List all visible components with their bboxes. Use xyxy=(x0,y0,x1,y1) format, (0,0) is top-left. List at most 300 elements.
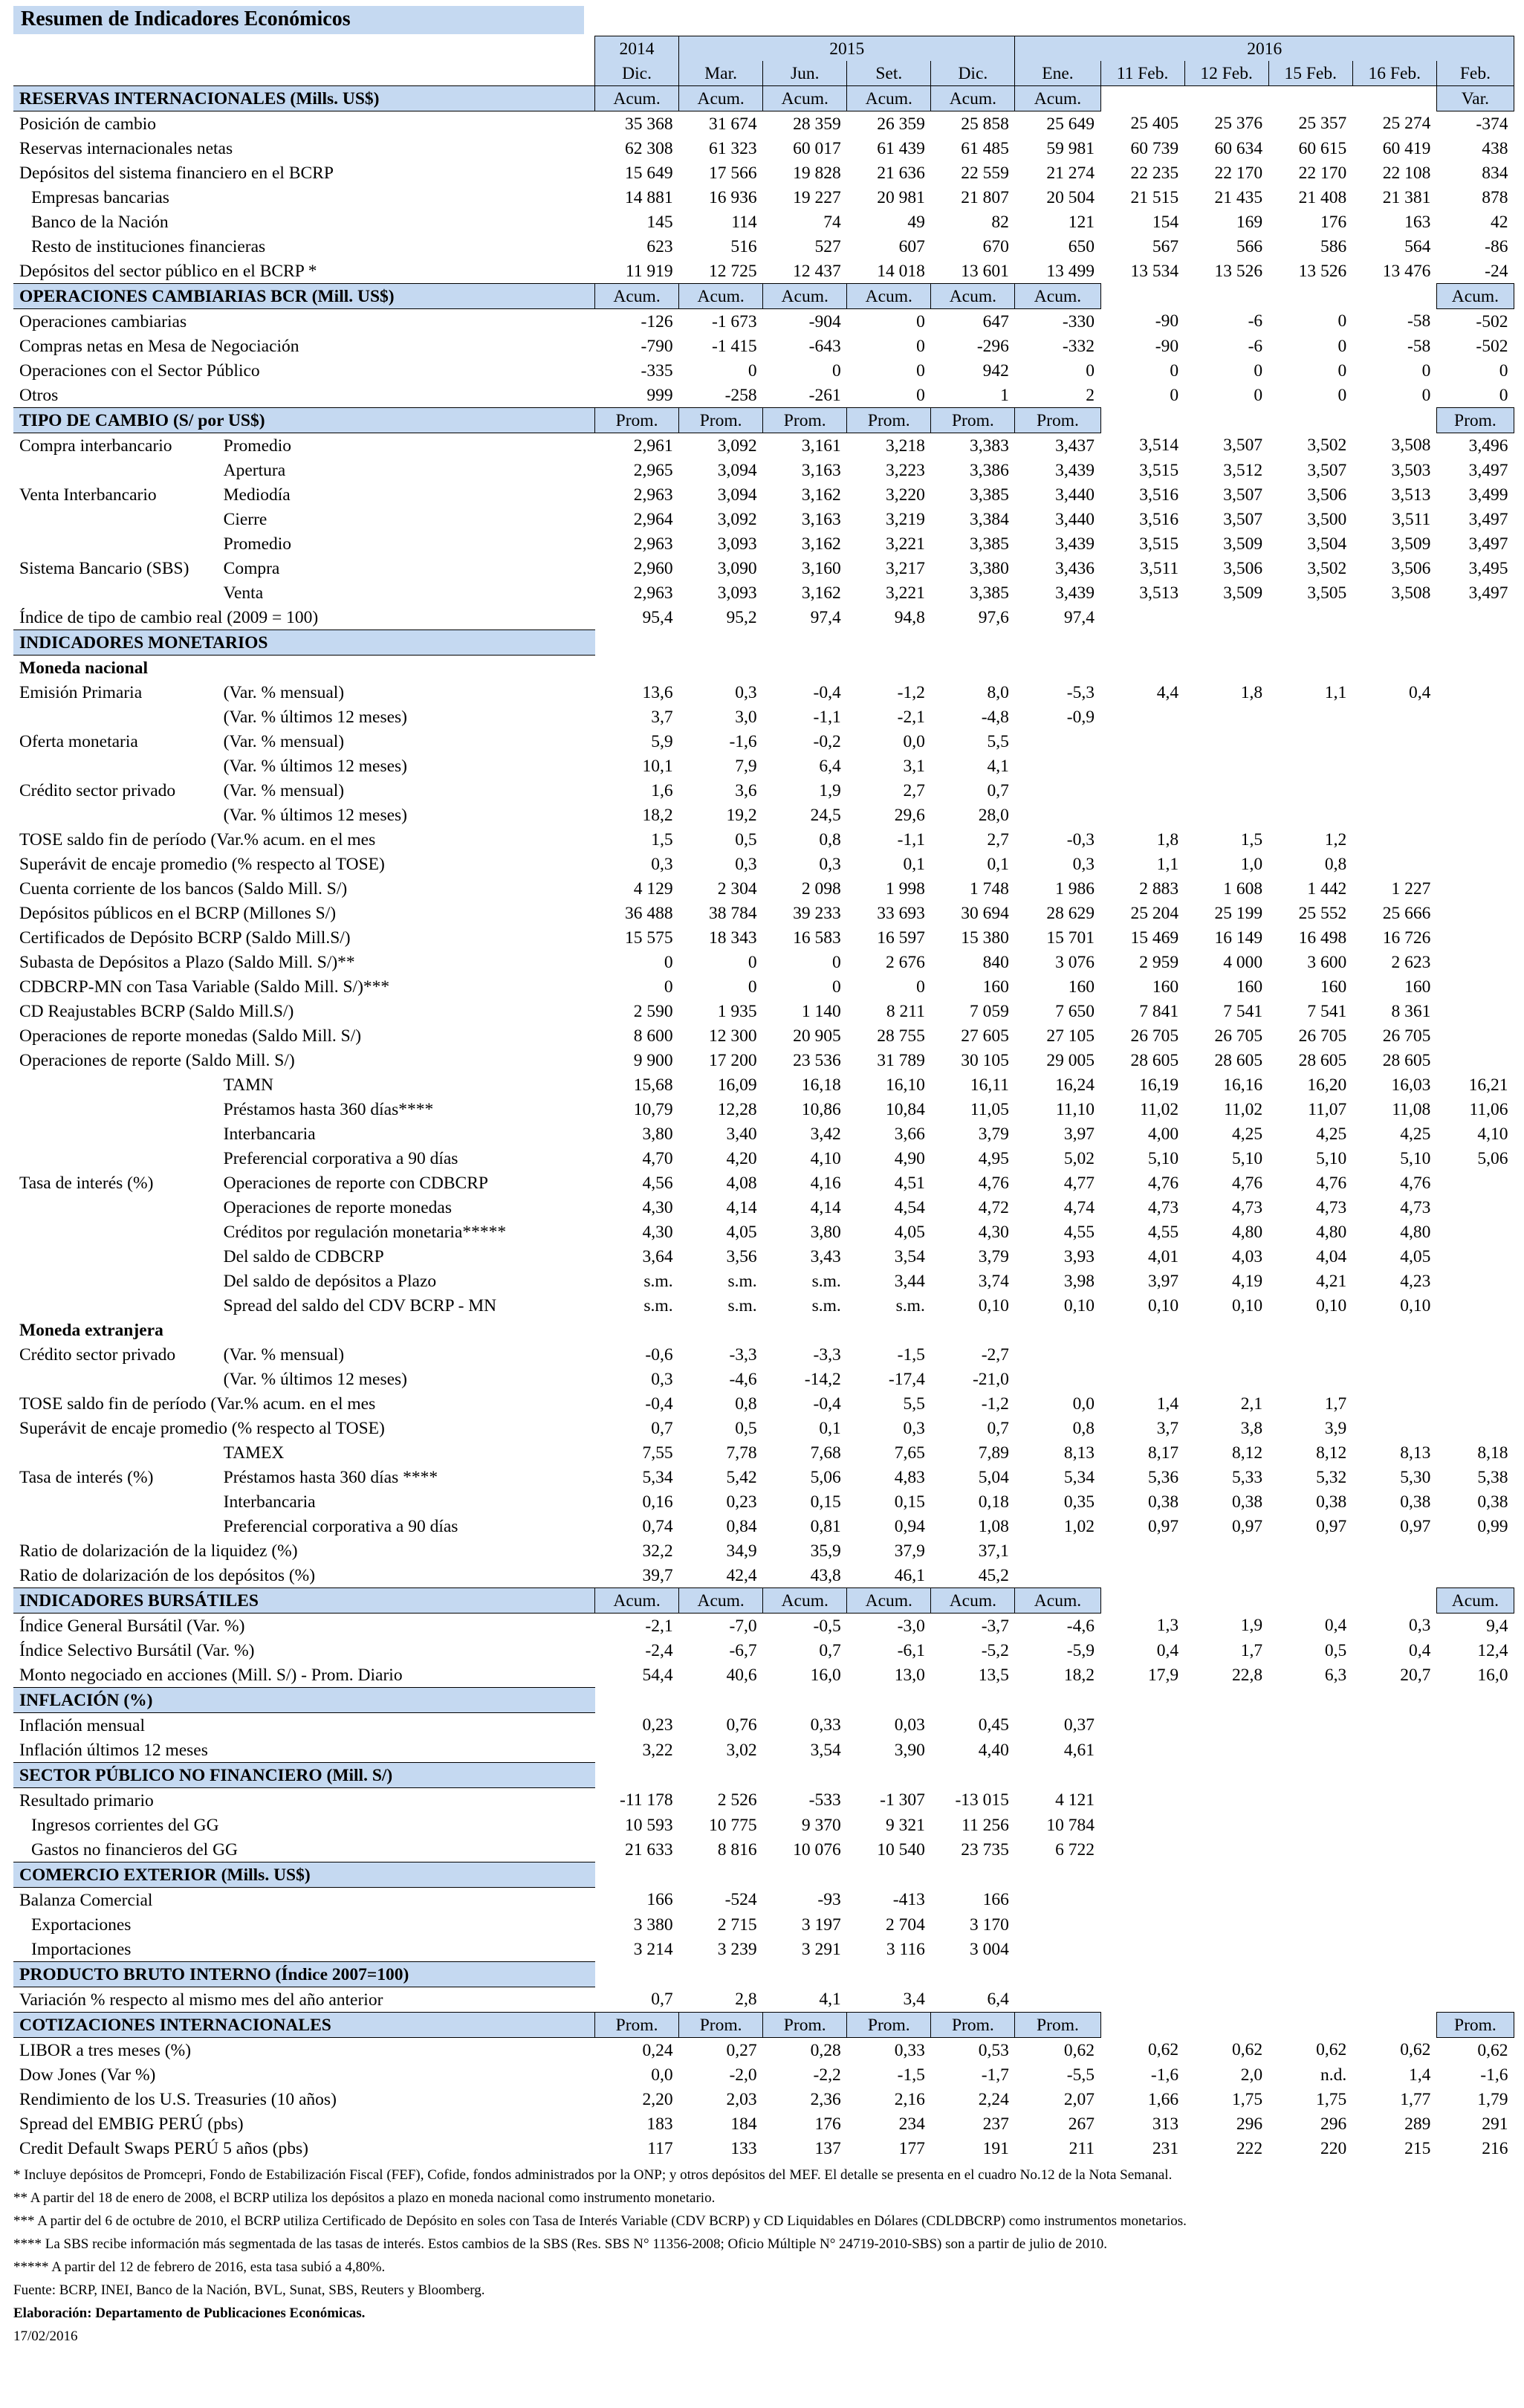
value-cell: 13 601 xyxy=(961,261,1009,281)
value-cell: -6 xyxy=(1248,336,1263,356)
publication-date: 17/02/2016 xyxy=(13,2328,78,2344)
table-row xyxy=(13,1713,1514,1738)
value-cell: 16,19 xyxy=(1139,1075,1179,1095)
month-header: 15 Feb. xyxy=(1268,61,1352,86)
value-cell: 22 170 xyxy=(1298,163,1347,183)
row-sub-label: (Var. % últimos 12 meses) xyxy=(223,1369,408,1389)
row-label: Posición de cambio xyxy=(19,114,157,134)
value-cell: 3 239 xyxy=(717,1939,757,1959)
value-cell: 7 541 xyxy=(1223,1001,1263,1021)
value-cell: 3,502 xyxy=(1307,436,1347,456)
value-cell: 4,23 xyxy=(1400,1271,1431,1291)
value-cell: 60 634 xyxy=(1214,138,1263,158)
value-cell: 29 005 xyxy=(1046,1050,1095,1070)
value-cell: 23 536 xyxy=(793,1050,841,1070)
value-cell: -1,1 xyxy=(897,829,925,849)
value-cell: 0 xyxy=(748,977,757,997)
value-cell: 38 784 xyxy=(709,903,757,923)
value-cell: 16 597 xyxy=(877,928,925,948)
value-cell: 0,03 xyxy=(894,1715,925,1735)
value-cell: 21 633 xyxy=(624,1839,673,1860)
value-cell: 0,0 xyxy=(651,2065,673,2085)
value-cell: 4,05 xyxy=(726,1222,757,1242)
value-cell: 10 775 xyxy=(709,1815,757,1835)
table-row xyxy=(13,754,1514,778)
value-cell: 3,507 xyxy=(1307,460,1347,480)
section-column-label xyxy=(1268,284,1352,309)
section-header-row xyxy=(13,630,1514,656)
value-cell: 0,38 xyxy=(1400,1492,1431,1512)
value-cell: -258 xyxy=(724,385,757,405)
section-column-label xyxy=(679,1862,763,1888)
value-cell: -17,4 xyxy=(888,1369,925,1389)
value-cell: 942 xyxy=(982,360,1009,381)
value-cell: 6,4 xyxy=(987,1990,1009,2010)
value-cell: 21 515 xyxy=(1130,187,1179,207)
row-label: Índice de tipo de cambio real (2009 = 100) xyxy=(19,607,319,627)
section-column-label xyxy=(763,1688,847,1713)
value-cell: 8,13 xyxy=(1400,1443,1431,1463)
section-header-row xyxy=(13,86,1514,111)
value-cell: 1 748 xyxy=(970,878,1009,899)
value-cell: 1,9 xyxy=(819,780,841,800)
value-cell: 0 xyxy=(1337,385,1347,405)
section-column-label: Prom. xyxy=(1436,2013,1514,2038)
value-cell xyxy=(1184,1342,1268,1367)
value-cell: 12 725 xyxy=(709,261,757,281)
value-cell: 0,94 xyxy=(894,1516,925,1536)
value-cell: 8 600 xyxy=(633,1026,673,1046)
value-cell: 4,25 xyxy=(1232,1124,1263,1144)
value-cell: -790 xyxy=(641,336,673,356)
value-cell: 0,45 xyxy=(978,1715,1009,1735)
value-cell: 313 xyxy=(1152,2114,1179,2134)
row-group-label xyxy=(13,1072,218,1097)
value-cell: 10 784 xyxy=(1046,1815,1095,1835)
value-cell xyxy=(1100,754,1184,778)
value-cell: 160 xyxy=(982,977,1009,997)
value-cell: -0,4 xyxy=(813,1394,841,1414)
value-cell: 4,30 xyxy=(978,1222,1009,1242)
value-cell: 2 xyxy=(1086,385,1095,405)
value-cell: 878 xyxy=(1482,187,1508,207)
value-cell: 97,4 xyxy=(810,607,841,627)
section-header-row xyxy=(13,1962,1514,1987)
value-cell: 160 xyxy=(1068,977,1095,997)
value-cell: 26 359 xyxy=(877,114,925,134)
value-cell xyxy=(1015,1987,1100,2013)
value-cell: 18,2 xyxy=(1063,1665,1095,1685)
value-cell: 1,2 xyxy=(1324,829,1347,849)
value-cell: 6,3 xyxy=(1324,1665,1347,1685)
value-cell: 137 xyxy=(814,2138,841,2158)
section-column-label: Prom. xyxy=(847,2013,931,2038)
value-cell: 13,5 xyxy=(978,1665,1009,1685)
value-cell: 0,7 xyxy=(651,1418,673,1438)
section-column-label: Acum. xyxy=(847,86,931,111)
value-cell: -330 xyxy=(1062,311,1095,331)
table-row xyxy=(13,1788,1514,1813)
section-column-label xyxy=(595,1962,679,1987)
value-cell xyxy=(1100,1837,1184,1862)
value-cell xyxy=(1268,1888,1352,1913)
value-cell: 5,36 xyxy=(1147,1467,1179,1487)
value-cell: 0 xyxy=(1254,360,1263,381)
value-cell: 237 xyxy=(982,2114,1009,2134)
value-cell: 4,16 xyxy=(810,1173,841,1193)
value-cell: 5,42 xyxy=(726,1467,757,1487)
section-column-label xyxy=(1100,86,1184,111)
section-column-label xyxy=(1352,284,1436,309)
row-label: Superávit de encaje promedio (% respecto al TOSE) xyxy=(19,1418,385,1438)
value-cell: 4,51 xyxy=(894,1173,925,1193)
value-cell: -4,8 xyxy=(981,707,1009,727)
value-cell: 3,220 xyxy=(885,485,925,505)
value-cell: 3,221 xyxy=(885,583,925,603)
section-column-label xyxy=(1268,1862,1352,1888)
table-row xyxy=(13,803,1514,827)
value-cell: 670 xyxy=(982,236,1009,256)
value-cell xyxy=(1436,852,1514,876)
month-header: 11 Feb. xyxy=(1100,61,1184,86)
value-cell: 0,3 xyxy=(1408,1616,1431,1636)
value-cell: 24,5 xyxy=(810,805,841,825)
table-row xyxy=(13,334,1514,358)
value-cell: 8 211 xyxy=(886,1001,925,1021)
value-cell xyxy=(1436,1912,1514,1937)
value-cell: 3,163 xyxy=(801,460,841,480)
table-row xyxy=(13,1416,1514,1440)
value-cell xyxy=(1100,1713,1184,1738)
table-row xyxy=(13,1614,1514,1639)
section-column-label xyxy=(1015,630,1100,656)
value-cell: 1,8 xyxy=(1240,682,1263,702)
value-cell: -0,6 xyxy=(645,1344,673,1365)
section-column-label xyxy=(1352,408,1436,433)
value-cell: 4,73 xyxy=(1316,1197,1347,1217)
value-cell: 3,506 xyxy=(1223,558,1263,578)
section-column-label: Prom. xyxy=(763,408,847,433)
row-label: TOSE saldo fin de período (Var.% acum. en el mes xyxy=(19,829,376,849)
value-cell: 3,80 xyxy=(810,1222,841,1242)
value-cell xyxy=(1436,1293,1514,1318)
row-sub-label: Operaciones de reporte con CDBCRP xyxy=(223,1173,488,1193)
table-row xyxy=(13,680,1514,705)
table-row xyxy=(13,974,1514,999)
section-column-label xyxy=(1100,1862,1184,1888)
table-row xyxy=(13,1937,1514,1962)
value-cell: s.m. xyxy=(811,1295,841,1315)
value-cell xyxy=(1100,1788,1184,1813)
value-cell: 4,76 xyxy=(1232,1173,1263,1193)
month-header: Feb. xyxy=(1436,61,1514,86)
value-cell: 2,960 xyxy=(633,558,673,578)
row-group-label: Oferta monetaria xyxy=(19,731,138,751)
value-cell: 0,23 xyxy=(642,1715,673,1735)
row-sub-label: (Var. % últimos 12 meses) xyxy=(223,756,408,776)
value-cell: -904 xyxy=(808,311,841,331)
value-cell: 33 693 xyxy=(877,903,925,923)
value-cell: 0,4 xyxy=(1156,1640,1179,1660)
value-cell: 16,20 xyxy=(1307,1075,1347,1095)
section-column-label xyxy=(1184,1763,1268,1788)
value-cell: 0,1 xyxy=(903,854,925,874)
value-cell: 4,1 xyxy=(819,1990,841,2010)
value-cell: 7,65 xyxy=(894,1443,925,1463)
row-sub-label: Cierre xyxy=(223,509,267,529)
value-cell: -0,3 xyxy=(1066,829,1095,849)
value-cell xyxy=(1268,1937,1352,1962)
value-cell: 26 705 xyxy=(1130,1026,1179,1046)
value-cell xyxy=(1100,1912,1184,1937)
row-label: Ingresos corrientes del GG xyxy=(31,1815,219,1835)
value-cell: 8,13 xyxy=(1063,1443,1095,1463)
value-cell: 4,40 xyxy=(978,1740,1009,1760)
value-cell: -126 xyxy=(641,311,673,331)
value-cell: 2,07 xyxy=(1063,2089,1095,2109)
value-cell: 16,10 xyxy=(885,1075,925,1095)
value-cell: 25 376 xyxy=(1214,114,1263,134)
section-column-label xyxy=(847,630,931,656)
row-label: Operaciones de reporte monedas (Saldo Mill. S/) xyxy=(19,1026,362,1046)
value-cell: 1,1 xyxy=(1324,682,1347,702)
value-cell: 29,6 xyxy=(894,805,925,825)
value-cell xyxy=(1184,605,1268,630)
row-label: Otros xyxy=(19,385,59,405)
section-column-label: Acum. xyxy=(847,1588,931,1614)
value-cell: 3,090 xyxy=(717,558,757,578)
section-column-label xyxy=(1268,1763,1352,1788)
value-cell xyxy=(1436,1342,1514,1367)
row-sub-label: Compra xyxy=(223,558,280,578)
value-cell: 0,38 xyxy=(1147,1492,1179,1512)
value-cell: 37,9 xyxy=(894,1541,925,1561)
value-cell: 840 xyxy=(982,952,1009,972)
value-cell: 3,80 xyxy=(642,1124,673,1144)
value-cell: 60 017 xyxy=(793,138,841,158)
section-column-label: Prom. xyxy=(1015,408,1100,433)
row-sub-label: Apertura xyxy=(223,460,286,480)
row-sub-label: Preferencial corporativa a 90 días xyxy=(223,1148,458,1168)
table-row xyxy=(13,580,1514,605)
value-cell: 1,79 xyxy=(1477,2089,1508,2109)
value-cell: 4,83 xyxy=(894,1467,925,1487)
value-cell: 8 816 xyxy=(717,1839,757,1860)
value-cell: 0,3 xyxy=(819,854,841,874)
value-cell xyxy=(1352,1937,1436,1962)
row-group-label xyxy=(13,1146,218,1171)
table-row xyxy=(13,1563,1514,1588)
value-cell: 11,02 xyxy=(1224,1099,1263,1119)
value-cell: 3 076 xyxy=(1055,952,1095,972)
section-column-label xyxy=(1100,408,1184,433)
value-cell: 4,30 xyxy=(642,1222,673,1242)
value-cell: 1,77 xyxy=(1400,2089,1431,2109)
value-cell: s.m. xyxy=(811,1271,841,1291)
value-cell: 3,43 xyxy=(810,1246,841,1266)
value-cell: 121 xyxy=(1068,212,1095,232)
value-cell xyxy=(1436,1416,1514,1440)
value-cell: -413 xyxy=(892,1890,925,1910)
value-cell xyxy=(1100,1888,1184,1913)
value-cell: 650 xyxy=(1068,236,1095,256)
value-cell: 21 381 xyxy=(1382,187,1431,207)
value-cell: -4,6 xyxy=(1066,1616,1095,1636)
section-title: INDICADORES MONETARIOS xyxy=(13,630,595,656)
section-column-label xyxy=(1184,1862,1268,1888)
value-cell: 7,55 xyxy=(642,1443,673,1463)
value-cell xyxy=(1436,1813,1514,1837)
value-cell xyxy=(1184,1563,1268,1588)
value-cell: 516 xyxy=(730,236,757,256)
value-cell: 2,963 xyxy=(633,485,673,505)
value-cell xyxy=(1352,1738,1436,1763)
row-sub-label: Venta xyxy=(223,583,264,603)
value-cell: 3,64 xyxy=(642,1246,673,1266)
value-cell: 20 905 xyxy=(793,1026,841,1046)
value-cell: 2 676 xyxy=(885,952,925,972)
value-cell: 31 674 xyxy=(709,114,757,134)
value-cell: 4,08 xyxy=(726,1173,757,1193)
row-label: Certificados de Depósito BCRP (Saldo Mill.S/) xyxy=(19,928,351,948)
value-cell: 5,38 xyxy=(1477,1467,1508,1487)
value-cell xyxy=(1100,1367,1184,1391)
table-row xyxy=(13,2062,1514,2087)
value-cell: 3,504 xyxy=(1307,534,1347,554)
section-column-label: Acum. xyxy=(931,284,1015,309)
value-cell: -11 178 xyxy=(620,1790,673,1810)
value-cell: -0,9 xyxy=(1066,707,1095,727)
row-label: Banco de la Nación xyxy=(31,212,169,232)
value-cell: 0,38 xyxy=(1316,1492,1347,1512)
value-cell xyxy=(1436,605,1514,630)
value-cell: 3,495 xyxy=(1468,558,1508,578)
table-row xyxy=(13,705,1514,729)
table-row xyxy=(13,556,1514,580)
value-cell: 2 883 xyxy=(1139,878,1179,899)
section-column-label xyxy=(1268,86,1352,111)
row-label: Operaciones con el Sector Público xyxy=(19,360,260,381)
value-cell: 216 xyxy=(1482,2138,1508,2158)
value-cell: 0,3 xyxy=(651,854,673,874)
year-2016: 2016 xyxy=(1015,36,1514,62)
value-cell: -1,7 xyxy=(981,2065,1009,2085)
value-cell: -24 xyxy=(1485,261,1508,281)
value-cell: 169 xyxy=(1236,212,1263,232)
row-group-label: Emisión Primaria xyxy=(19,682,143,702)
value-cell: 1 935 xyxy=(717,1001,757,1021)
row-label: Ratio de dolarización de los depósitos (%) xyxy=(19,1565,316,1585)
value-cell: 5,34 xyxy=(642,1467,673,1487)
section-column-label: Acum. xyxy=(679,86,763,111)
section-column-label xyxy=(1184,630,1268,656)
month-header: Jun. xyxy=(763,61,847,86)
value-cell: 191 xyxy=(982,2138,1009,2158)
section-column-label: Acum. xyxy=(931,86,1015,111)
section-title: PRODUCTO BRUTO INTERNO (Índice 2007=100) xyxy=(13,1962,595,1987)
value-cell: 3 291 xyxy=(801,1939,841,1959)
value-cell: 27 605 xyxy=(961,1026,1009,1046)
value-cell xyxy=(1436,1195,1514,1220)
value-cell: 2,1 xyxy=(1240,1394,1263,1414)
value-cell: 0,7 xyxy=(819,1640,841,1660)
row-group-label xyxy=(13,580,218,605)
table-row xyxy=(13,531,1514,556)
value-cell: 1,08 xyxy=(978,1516,1009,1536)
value-cell: 13,6 xyxy=(642,682,673,702)
value-cell: 2 590 xyxy=(633,1001,673,1021)
value-cell: 3,499 xyxy=(1468,485,1508,505)
value-cell: 36 488 xyxy=(624,903,673,923)
section-column-label xyxy=(1100,1763,1184,1788)
value-cell xyxy=(1268,1367,1352,1391)
value-cell: 3 116 xyxy=(886,1939,925,1959)
value-cell: 2 715 xyxy=(717,1915,757,1935)
value-cell xyxy=(1436,901,1514,925)
value-cell: 6 722 xyxy=(1055,1839,1095,1860)
value-cell: 13,0 xyxy=(894,1665,925,1685)
value-cell: 4,76 xyxy=(1400,1173,1431,1193)
row-label: Reservas internacionales netas xyxy=(19,138,233,158)
value-cell: 0,3 xyxy=(651,1369,673,1389)
value-cell: 0,1 xyxy=(987,854,1009,874)
value-cell: 10 593 xyxy=(624,1815,673,1835)
value-cell: 160 xyxy=(1404,977,1431,997)
value-cell: 0,4 xyxy=(1408,1640,1431,1660)
section-column-label xyxy=(847,1862,931,1888)
value-cell xyxy=(1352,1563,1436,1588)
value-cell: 3,093 xyxy=(717,534,757,554)
value-cell: -533 xyxy=(808,1790,841,1810)
value-cell: 3 004 xyxy=(970,1939,1009,1959)
value-cell: 114 xyxy=(731,212,757,232)
value-cell: 2,24 xyxy=(978,2089,1009,2109)
section-column-label xyxy=(1436,1962,1514,1987)
row-label: Depósitos públicos en el BCRP (Millones S/) xyxy=(19,903,337,923)
row-group-label xyxy=(13,1514,218,1538)
row-label: Índice General Bursátil (Var. %) xyxy=(19,1616,245,1636)
value-cell xyxy=(1268,1713,1352,1738)
table-row xyxy=(13,901,1514,925)
value-cell: 3,516 xyxy=(1139,509,1179,529)
value-cell: 0,62 xyxy=(1400,2040,1431,2060)
value-cell: 3,42 xyxy=(810,1124,841,1144)
value-cell: 567 xyxy=(1152,236,1179,256)
value-cell: -21,0 xyxy=(972,1369,1009,1389)
value-cell xyxy=(1352,1391,1436,1416)
value-cell: 8,12 xyxy=(1316,1443,1347,1463)
table-row xyxy=(13,482,1514,507)
value-cell: 0,97 xyxy=(1316,1516,1347,1536)
value-cell: 3,384 xyxy=(970,509,1009,529)
value-cell: 61 439 xyxy=(877,138,925,158)
value-cell: -1,6 xyxy=(1480,2065,1508,2085)
value-cell: 8,18 xyxy=(1477,1443,1508,1463)
value-cell: 3 170 xyxy=(970,1915,1009,1935)
section-column-label: Prom. xyxy=(847,408,931,433)
value-cell: 2 098 xyxy=(801,878,841,899)
value-cell: -1,2 xyxy=(897,682,925,702)
row-sub-label: TAMEX xyxy=(223,1443,285,1463)
value-cell: s.m. xyxy=(895,1295,925,1315)
value-cell: 3,386 xyxy=(970,460,1009,480)
section-column-label xyxy=(1268,1588,1352,1614)
value-cell: 0 xyxy=(1170,385,1179,405)
value-cell: 6,4 xyxy=(819,756,841,776)
value-cell xyxy=(1436,950,1514,974)
value-cell: 32,2 xyxy=(642,1541,673,1561)
value-cell: 4,01 xyxy=(1147,1246,1179,1266)
